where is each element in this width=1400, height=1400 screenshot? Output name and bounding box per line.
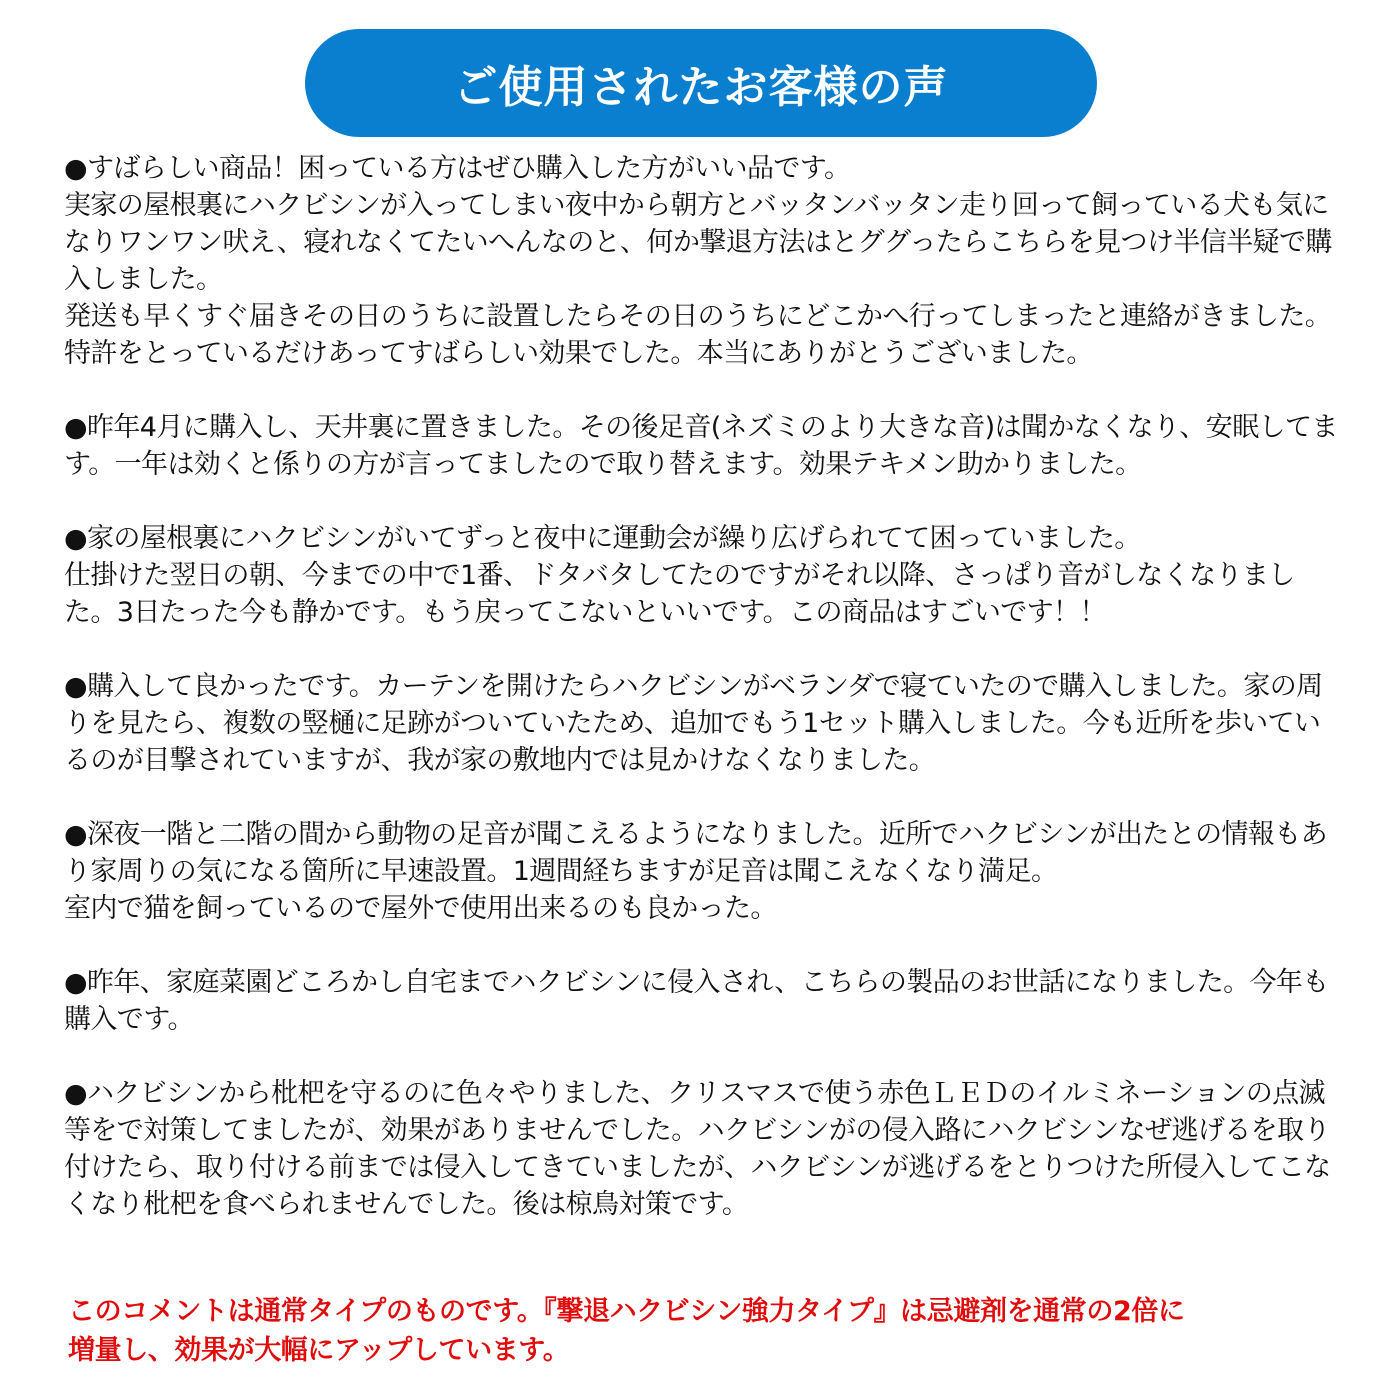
review-item: [64, 816, 1339, 927]
review-text: ●購入して良かったです。カーテンを開けたらハクビシンがベランダで寝ていたので購入しました。家の周りを見たら、複数の竪樋に足跡がついていたため、追加でもう1セット購入しました。今も近所を歩いているのが目撃されていますが、我が家の敷地内では見かけなくなりました。: [64, 671, 1323, 776]
review-item: [64, 964, 1339, 1038]
review-text: 仕掛けた翌日の朝、今までの中で1番、ドタバタしてたのですがそれ以降、さっぱり音がしなくなりました。3日たった今も静かです。もう戻ってこないといいです。この商品はすごいです！！: [64, 560, 1295, 628]
note-line: このコメントは通常タイプのものです。『撃退ハクビシン強力タイプ』は忌避剤を通常の2倍に: [68, 1296, 1185, 1327]
review-text: ●深夜一階と二階の間から動物の足音が聞こえるようになりました。近所でハクビシンが出たとの情報もあり家周りの気になる箇所に早速設置。1週間経ちますが足音は聞こえなくなり満足。: [64, 819, 1328, 887]
review-text: ●家の屋根裏にハクビシンがいてずっと夜中に運動会が繰り広げられてて困っていました。: [64, 523, 1141, 554]
review-text: ●すばらしい商品！困っている方はぜひ購入した方がいい品です。: [64, 153, 851, 184]
product-note: [68, 1292, 1343, 1370]
review-item: [64, 409, 1339, 483]
review-item: [64, 520, 1339, 631]
customer-reviews: [64, 150, 1339, 1260]
review-text: ●ハクビシンから枇杷を守るのに色々やりました、クリスマスで使う赤色ＬＥＤのイルミネーションの点滅等をで対策してましたが、効果がありませんでした。ハクビシンがの侵入路にハクビシンなぜ逃げるを取り付けたら、取り付ける前までは侵入してきていましたが、ハクビシンが逃げるをとりつけた所侵入してこなくなり枇杷を食べられませんでした。後は椋鳥対策です。: [64, 1078, 1331, 1220]
review-text: ●昨年、家庭菜園どころかし自宅までハクビシンに侵入され、こちらの製品のお世話になりました。今年も購入です。: [64, 967, 1329, 1035]
note-line: 増量し、効果が大幅にアップしています。: [68, 1335, 570, 1366]
review-text: 実家の屋根裏にハクビシンが入ってしまい夜中から朝方とバッタンバッタン走り回って飼っている犬も気になりワンワン吠え、寝れなくてたいへんなのと、何か撃退方法はとググったらこちらを見つけ半信半疑で購入しました。: [64, 190, 1332, 295]
review-item: [64, 1075, 1339, 1223]
section-banner: [305, 29, 1097, 137]
review-item: [64, 668, 1339, 779]
review-item: [64, 150, 1339, 372]
review-text: ●昨年4月に購入し、天井裏に置きました。その後足音(ネズミのより大きな音)は聞かなくなり、安眠してます。一年は効くと係りの方が言ってましたので取り替えます。効果テキメン助かりました。: [64, 412, 1338, 480]
banner-title: ご使用されたお客様の声: [453, 62, 949, 113]
review-text: 室内で猫を飼っているので屋外で使用出来るのも良かった。: [64, 893, 777, 924]
review-text: 発送も早くすぐ届きその日のうちに設置したらその日のうちにどこかへ行ってしまったと連絡がきました。特許をとっているだけあってすばらしい効果でした。本当にありがとうございました。: [64, 301, 1332, 369]
